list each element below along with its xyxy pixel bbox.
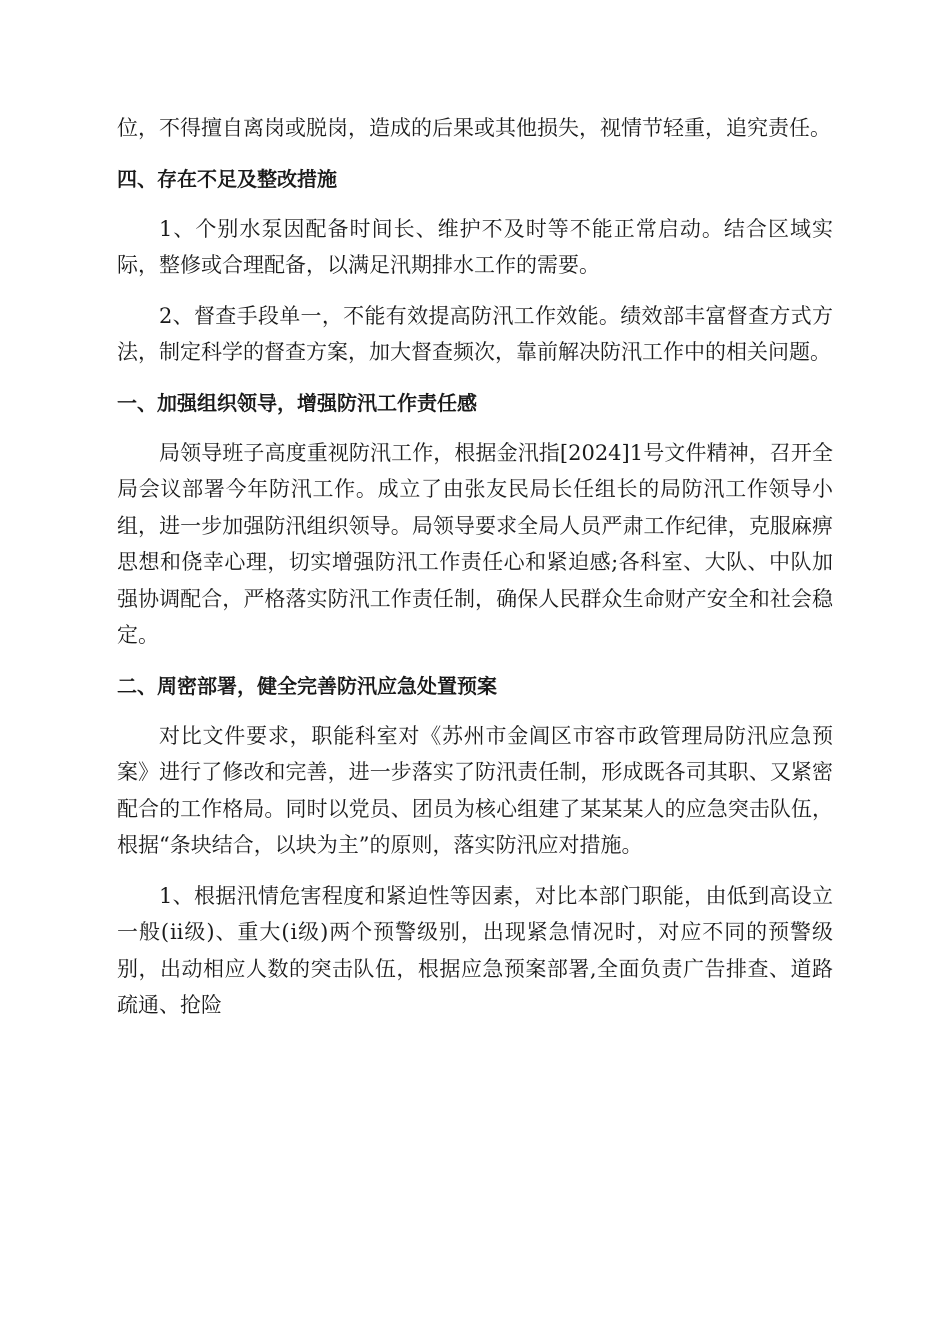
paragraph-pump-issue: 1、个别水泵因配备时间长、维护不及时等不能正常启动。结合区域实际，整修或合理配备，以满足汛期排水工作的需要。 [117, 216, 833, 277]
paragraph-emergency-plan: 对比文件要求，职能科室对《苏州市金阊区市容市政管理局防汛应急预案》进行了修改和完善，进一步落实了防汛责任制，形成既各司其职、又紧密配合的工作格局。同时以党员、团员为核心组建了某某某人的应急突击队伍，根据“条块结合，以块为主”的原则，落实防汛应对措施。 [117, 723, 833, 857]
paragraph-leadership: 局领导班子高度重视防汛工作，根据金汛指[2024]1号文件精神，召开全局会议部署今年防汛工作。成立了由张友民局长任组长的局防汛工作领导小组，进一步加强防汛组织领导。局领导要求全局人员严肃工作纪律，克服麻痹思想和侥幸心理，切实增强防汛工作责任心和紧迫感;各科室、大队、中队加强协调配合，严格落实防汛工作责任制，确保人民群众生命财产安全和社会稳定。 [117, 440, 833, 647]
paragraph-supervision-issue: 2、督查手段单一，不能有效提高防汛工作效能。绩效部丰富督查方式方法，制定科学的督查方案，加大督查频次，靠前解决防汛工作中的相关问题。 [117, 303, 833, 364]
section-heading-leadership: 一、加强组织领导，增强防汛工作责任感 [117, 390, 477, 415]
section-heading-deployment: 二、周密部署，健全完善防汛应急处置预案 [117, 673, 497, 698]
document-page [117, 110, 833, 1024]
section-heading-shortcomings: 四、存在不足及整改措施 [117, 166, 337, 191]
paragraph-continuation: 位，不得擅自离岗或脱岗，造成的后果或其他损失，视情节轻重，追究责任。 [117, 116, 831, 140]
paragraph-warning-levels: 1、根据汛情危害程度和紧迫性等因素，对比本部门职能，由低到高设立一般(ⅱ级)、重大(ⅰ级)两个预警级别，出现紧急情况时，对应不同的预警级别，出动相应人数的突击队伍，根据应急预案部署,全面负责广告排查、道路疏通、抢险 [117, 883, 833, 1017]
